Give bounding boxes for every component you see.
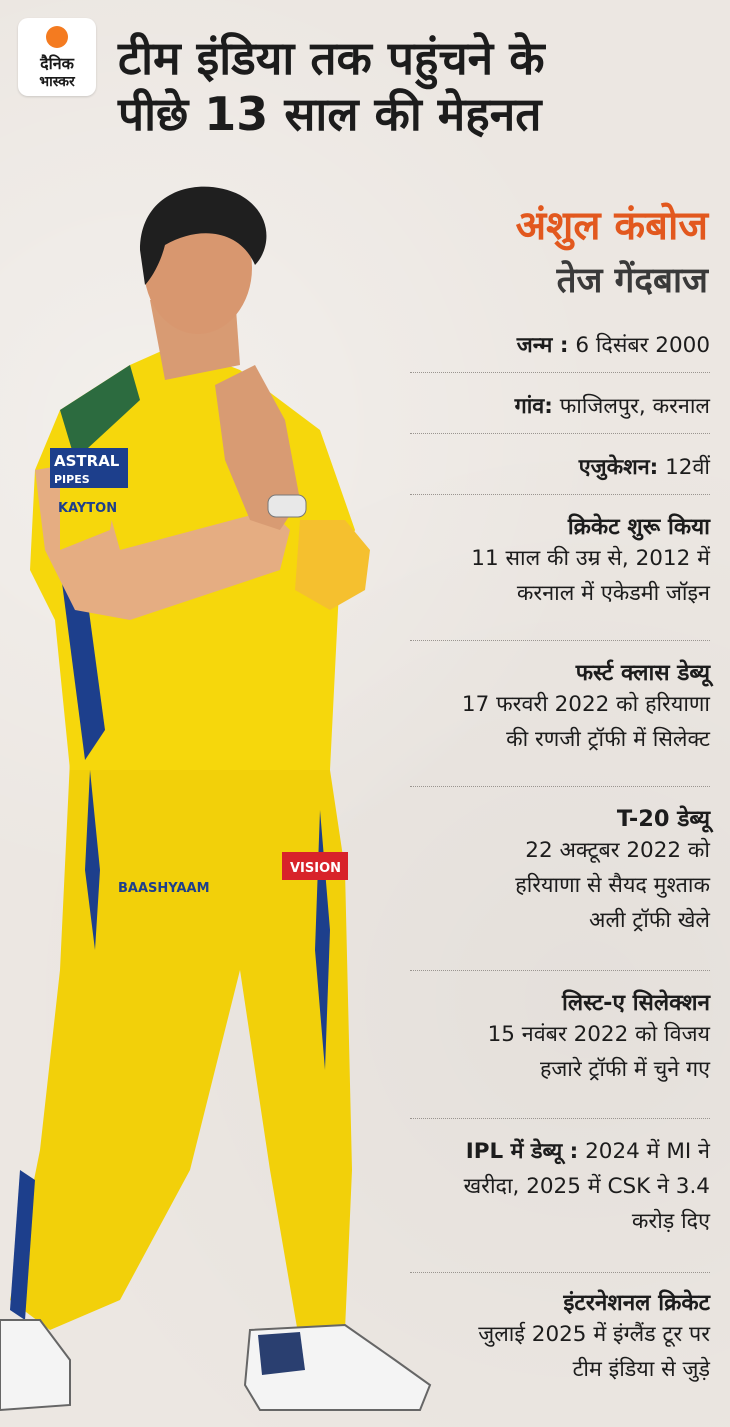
- player-name: अंशुल कंबोज: [515, 203, 708, 249]
- fact-village: [515, 388, 710, 426]
- logo-line-2: भास्कर: [39, 74, 75, 90]
- milestone-line: 11 साल की उम्र से, 2012 में: [471, 546, 710, 571]
- milestone-ipl: [464, 1134, 710, 1239]
- milestone-t20: [515, 802, 710, 938]
- jersey-sponsor-1: ASTRAL: [54, 452, 120, 470]
- trouser-badge: VISION: [290, 861, 342, 876]
- jersey-sponsor-2: KAYTON: [58, 501, 118, 516]
- logo-line-1: दैनिक: [40, 54, 74, 73]
- divider: [410, 1118, 710, 1119]
- divider: [410, 640, 710, 641]
- milestone-line: 15 नवंबर 2022 को विजय: [487, 1022, 710, 1047]
- milestone-heading: फर्स्ट क्लास डेब्यू: [575, 660, 710, 686]
- sun-icon: [46, 26, 68, 48]
- fact-village-label: गांव:: [514, 394, 553, 419]
- milestone-line: करनाल में एकेडमी जॉइन: [516, 581, 710, 606]
- ipl-line-1: 2024 में MI ने: [585, 1139, 710, 1164]
- milestone-heading: लिस्ट-ए सिलेक्शन: [562, 990, 710, 1016]
- milestone-heading: T-20 डेब्यू: [616, 806, 710, 832]
- divider: [410, 494, 710, 495]
- ipl-line-3: करोड़ दिए: [631, 1209, 710, 1234]
- player-photo: [0, 170, 440, 1427]
- headline-line-2: पीछे 13 साल की मेहनत: [118, 87, 542, 141]
- milestone-line: हजारे ट्रॉफी में चुने गए: [539, 1057, 710, 1082]
- jersey-sponsor-1-sub: PIPES: [54, 473, 90, 486]
- ipl-label: IPL में डेब्यू :: [465, 1139, 579, 1164]
- milestone-heading: इंटरनेशनल क्रिकेट: [563, 1290, 710, 1316]
- milestone-line: अली ट्रॉफी खेले: [589, 908, 710, 933]
- milestone-cricket-start: [471, 510, 710, 611]
- divider: [410, 786, 710, 787]
- fact-birth-label: जन्म :: [516, 333, 569, 358]
- headline: [118, 30, 718, 142]
- milestone-heading: क्रिकेट शुरू किया: [567, 514, 710, 540]
- divider: [410, 1272, 710, 1273]
- milestone-line: 17 फरवरी 2022 को हरियाणा: [461, 692, 710, 717]
- milestone-list-a: [488, 986, 710, 1087]
- fact-village-value: फाजिलपुर, करनाल: [559, 394, 710, 419]
- fact-education-label: एजुकेशन:: [578, 455, 659, 480]
- divider: [410, 970, 710, 971]
- dainik-bhaskar-logo: [18, 18, 96, 96]
- milestone-line: की रणजी ट्रॉफी में सिलेक्ट: [506, 727, 710, 752]
- milestone-line: जुलाई 2025 में इंग्लैंड टूर पर: [478, 1322, 710, 1347]
- trouser-brand: BAASHYAAM: [118, 881, 210, 896]
- fact-education: [579, 449, 710, 487]
- headline-line-1: टीम इंडिया तक पहुंचने के: [118, 31, 545, 85]
- divider: [410, 433, 710, 434]
- fact-birth-value: 6 दिसंबर 2000: [575, 333, 710, 358]
- milestone-first-class: [462, 656, 710, 757]
- fact-education-value: 12वीं: [665, 455, 710, 480]
- player-role: तेज गेंदबाज: [556, 261, 708, 301]
- milestone-line: 22 अक्टूबर 2022 को: [525, 838, 710, 863]
- ipl-line-2: खरीदा, 2025 में CSK ने 3.4: [463, 1174, 710, 1199]
- milestone-line: टीम इंडिया से जुड़े: [572, 1357, 710, 1382]
- divider: [410, 372, 710, 373]
- milestone-line: हरियाणा से सैयद मुश्ताक: [515, 873, 710, 898]
- milestone-international: [478, 1286, 710, 1387]
- fact-birth: [517, 327, 710, 365]
